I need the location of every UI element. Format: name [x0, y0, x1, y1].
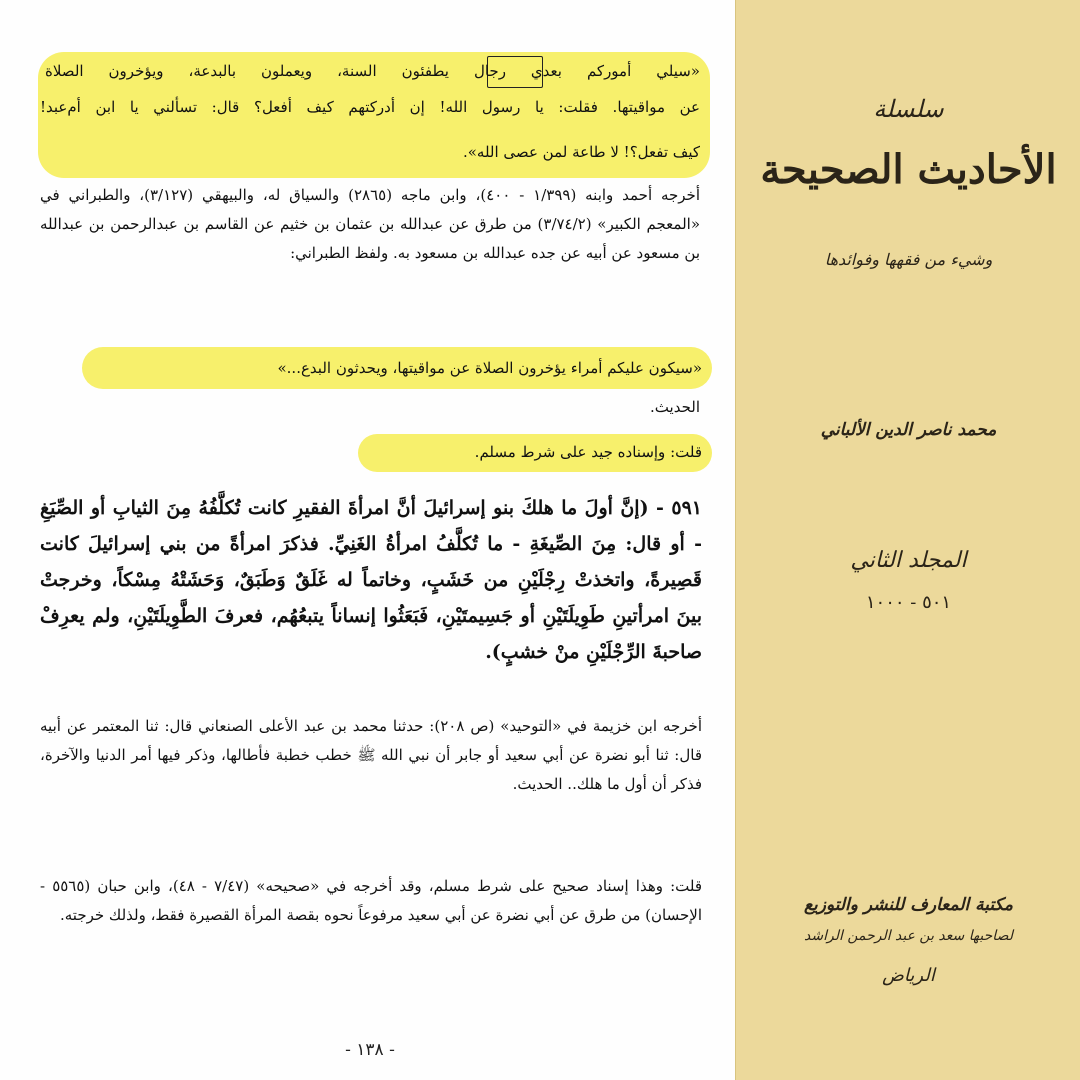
cover-title: الأحاديث الصحيحة: [760, 146, 1057, 193]
cover-subtitle: وشيء من فقهها وفوائدها: [824, 250, 993, 269]
cover-author: محمد ناصر الدين الألباني: [820, 420, 997, 440]
grading-2: قلت: وهذا إسناد صحيح على شرط مسلم، وقد أخرجه في «صحيحه» (٧/٤٧ - ٤٨)، وابن حبان (٥٥٦٥ - الإحسان) من طرق عن أبي نضرة عن أبي سعيد مرفوعاً نحوه بقصة المرأة القصيرة فقط، ولذلك خرجته.: [40, 877, 702, 924]
tabarani-quote: «سيكون عليكم أمراء يؤخرون الصلاة عن مواقيتها، ويحدثون البدع...»: [277, 359, 702, 377]
page-number: - ١٣٨ -: [345, 1040, 395, 1060]
cover-volume: المجلد الثاني: [850, 548, 967, 573]
cover-range: ٥٠١ - ١٠٠٠: [865, 592, 952, 613]
cover-publisher: مكتبة المعارف للنشر والتوزيع: [803, 895, 1014, 915]
cover-city: الرياض: [882, 965, 935, 986]
takhrij-paragraph-1: أخرجه أحمد وابنه (١/٣٩٩ - ٤٠٠)، وابن ماجه (٢٨٦٥) والسياق له، والبيهقي (٣/١٢٧)، والطبراني في «المعجم الكبير» (٣/٧٤/٢) من طرق عن عبدالله بن عثمان بن خثيم عن القاسم بن عبدالرحمن بن عبدالله بن مسعود عن أبيه عن جده عبدالله بن مسعود به. ولفظ الطبراني:: [40, 186, 700, 262]
hadith-591: ٥٩١ - (إنَّ أولَ ما هلكَ بنو إسرائيلَ أنَّ امرأةَ الفقيرِ كانت تُكلَّفُهُ مِنَ الثيابِ أو الصِّيَغِ - أو قال: مِنَ الصِّيغَةِ - ما تُكلَّفُ امرأةُ الغَنِيِّ. فذكرَ امرأةً من بني إسرائيلَ كانت قَصِيرةً، واتخذتْ رِجْلَيْنِ من خَشَبٍ، وخاتماً له غَلَقٌ وَطَبَقٌ، وَحَشَتْهُ مِسْكاً، وخرجتْ بينَ امرأتينِ طَوِيلَتَيْنِ أو جَسِيمتَيْنِ، فَبَعَثُوا إنساناً يتبعُهُم، فعرفَ الطَّوِيلَتَيْنِ، ولم يعرِفْ صاحبةَ الرِّجْلَيْنِ منْ خشبٍ).: [40, 497, 702, 663]
takhrij-paragraph-2: أخرجه ابن خزيمة في «التوحيد» (ص ٢٠٨): حدثنا محمد بن عبد الأعلى الصنعاني قال: ثنا المعتمر عن أبيه قال: ثنا أبو نضرة عن أبي سعيد أو جابر أن نبي الله ﷺ خطب خطبة فأطالها، وذكر فيها أمر الدنيا والآخرة، فذكر أن أول ما هلك.. الحديث.: [40, 717, 702, 793]
grading-1: قلت: وإسناده جيد على شرط مسلم.: [474, 443, 702, 461]
hadith-590-line-3: كيف تفعل؟! لا طاعة لمن عصى الله».: [462, 143, 700, 161]
cover-publisher-owner: لصاحبها سعد بن عبد الرحمن الراشد: [804, 928, 1013, 944]
hadith-590-line-2: عن مواقيتها. فقلت: يا رسول الله! إن أدركتهم كيف أفعل؟ قال: تسألني يا ابن أم‌عبد!: [40, 98, 700, 116]
book-cover: [735, 0, 1080, 1080]
cover-series: سلسلة: [873, 95, 944, 123]
hadith-590-line-1: «سيلي أموركم بعدي رجال يطفئون السنة، ويعملون بالبدعة، ويؤخرون الصلاة: [45, 62, 700, 80]
hadith-word-1: الحديث.: [650, 398, 700, 416]
